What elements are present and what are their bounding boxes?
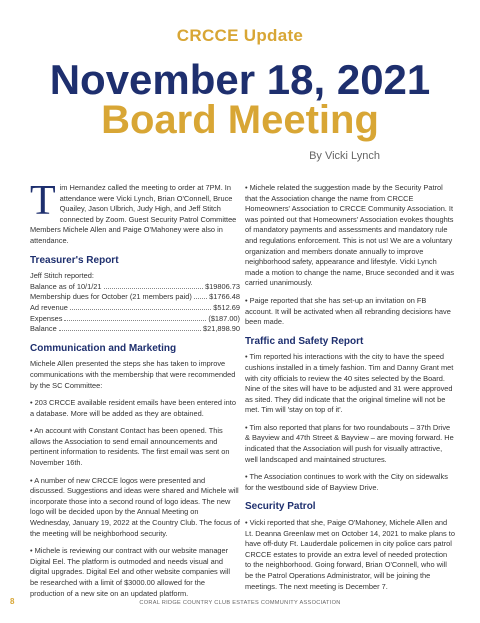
ledger-row — [30, 314, 240, 325]
bullet-paragraph: • An account with Constant Contact has been opened. This allows the Association to send email announcements and pertinent information to residents. The first email was sent on November 16th. — [30, 426, 230, 468]
paragraph: Michele Allen presented the steps she has taken to improve communications with the membership that were recommended by the SC Committee: — [30, 359, 236, 390]
bullet-paragraph: • Tim also reported that plans for two roundabouts – 37th Drive & Bayview and 47th Street & Bayview – are moving forward. He indicated that the Association will push for visually attractive, well landscaped and maintained structures. — [245, 422, 454, 464]
ledger-label: Balance — [30, 324, 57, 334]
ledger-amount: $19806.73 — [205, 281, 240, 291]
bullet-paragraph: • Vicki reported that she, Paige O'Mahoney, Michele Allen and Lt. Deanna Greenlaw met on October 14, 2021 to make plans to have off-duty Ft. Lauderdale policemen in city police cars patrol CRCCE estates to provide an extra level of needed protection to the neighborhood. Going forward, Brian O'Connell, who will be the Patrol Operations Administrator, will be joining the meetings. The next meeting is December 7. — [245, 518, 455, 591]
treasurer-intro: Jeff Stitch reported: — [30, 271, 94, 281]
intro-paragraph — [30, 178, 240, 247]
ledger-amount: ($187.00) — [208, 313, 240, 323]
right-column — [245, 183, 455, 599]
section-kicker: CRCCE Update — [176, 26, 304, 45]
bullet-paragraph: • Tim reported his interactions with the city to have the speed cushions installed in a timely fashion. Tim and Danny Grant met with city officials to review the 40 sites selected by the Board. Nine of the sites will have to be adjusted and 31 were approved as sited. They did indicate that the original timeline will not be met. Tim will 'stay on top of it'. — [245, 352, 454, 415]
bullet-paragraph: • Michele is reviewing our contract with our website manager Digital Eel. The platform is outmoded and needs visual and digital upgrades. Digital Eel and other website companies will be researched with a limit of $3000.00 allowed for the production of a new site on an updated platform. — [30, 546, 231, 598]
security-heading: Security Patrol — [245, 501, 316, 513]
ledger-amount: $1766.48 — [209, 292, 240, 302]
left-column — [30, 178, 240, 606]
bullet-paragraph: • 203 CRCCE available resident emails have been entered into a database. More will be added as they are obtained. — [30, 398, 236, 418]
ledger-label: Ad revenue — [30, 302, 68, 312]
ledger-row — [30, 303, 240, 314]
bullet-paragraph: • Michele related the suggestion made by the Security Patrol that the Association change the name from CRCCE Homeowners' Association to CRCCE Community Association. It was pointed out that Homeowners' Association evokes thoughts of mandatory payments and assessments and mandatory rule and regulations enforcement. This is not us! We are a voluntary organization and members donate annually to improve neighborhood safety, appearance and lifestyle. Vicki Lynch made a motion to change the name, Bruce seconded and it was carried unanimously. — [245, 183, 455, 288]
bullet-paragraph: • Paige reported that she has set-up an invitation on FB account. It will be activated when all rebranding decisions have been made. — [245, 295, 451, 327]
communication-heading: Communication and Marketing — [30, 342, 177, 354]
page-number: 8 — [10, 597, 15, 606]
ledger-row — [30, 292, 240, 303]
ledger-label: Membership dues for October (21 members paid) — [30, 292, 192, 302]
byline: By Vicki Lynch — [309, 150, 380, 162]
treasurer-heading: Treasurer's Report — [30, 254, 119, 266]
ledger-label: Expenses — [30, 313, 63, 323]
footer-publication: CORAL RIDGE COUNTRY CLUB ESTATES COMMUNITY ASSOCIATION — [139, 600, 341, 606]
headline-date: November 18, 2021 — [49, 56, 431, 103]
ledger-label: Balance as of 10/1/21 — [30, 281, 102, 291]
ledger-amount: $21,898.90 — [203, 324, 240, 334]
ledger-row — [30, 282, 240, 293]
headline-subject: Board Meeting — [101, 98, 379, 142]
ledger-row — [30, 324, 240, 335]
bullet-paragraph: • A number of new CRCCE logos were presented and discussed. Suggestions and ideas were shared and Michele will incorporate those into a second round of logo ideas. The new logo will be decided upon by the Annual Meeting on Wednesday, January 19, 2022 at the Country Club. The focus of the meeting will be neighborhood security. — [30, 475, 240, 538]
treasurer-ledger — [30, 282, 240, 335]
ledger-amount: $512.69 — [213, 302, 240, 312]
intro-text: im Hernandez called the meeting to order at 7PM. In attendance were Vicki Lynch, Brian O'Connell, Bruce Quailey, Jason Ulbrich, Judy High, and Jeff Stitch connected by Zoom. Guest Security Patrol Committee Members Michele Allen and Paige O'Mahoney were also in attendance. — [30, 183, 237, 245]
drop-cap: T — [30, 178, 56, 224]
traffic-heading: Traffic and Safety Report — [245, 335, 364, 347]
bullet-paragraph: • The Association continues to work with the City on sidewalks for the westbound side of Bayview Drive. — [245, 472, 448, 492]
